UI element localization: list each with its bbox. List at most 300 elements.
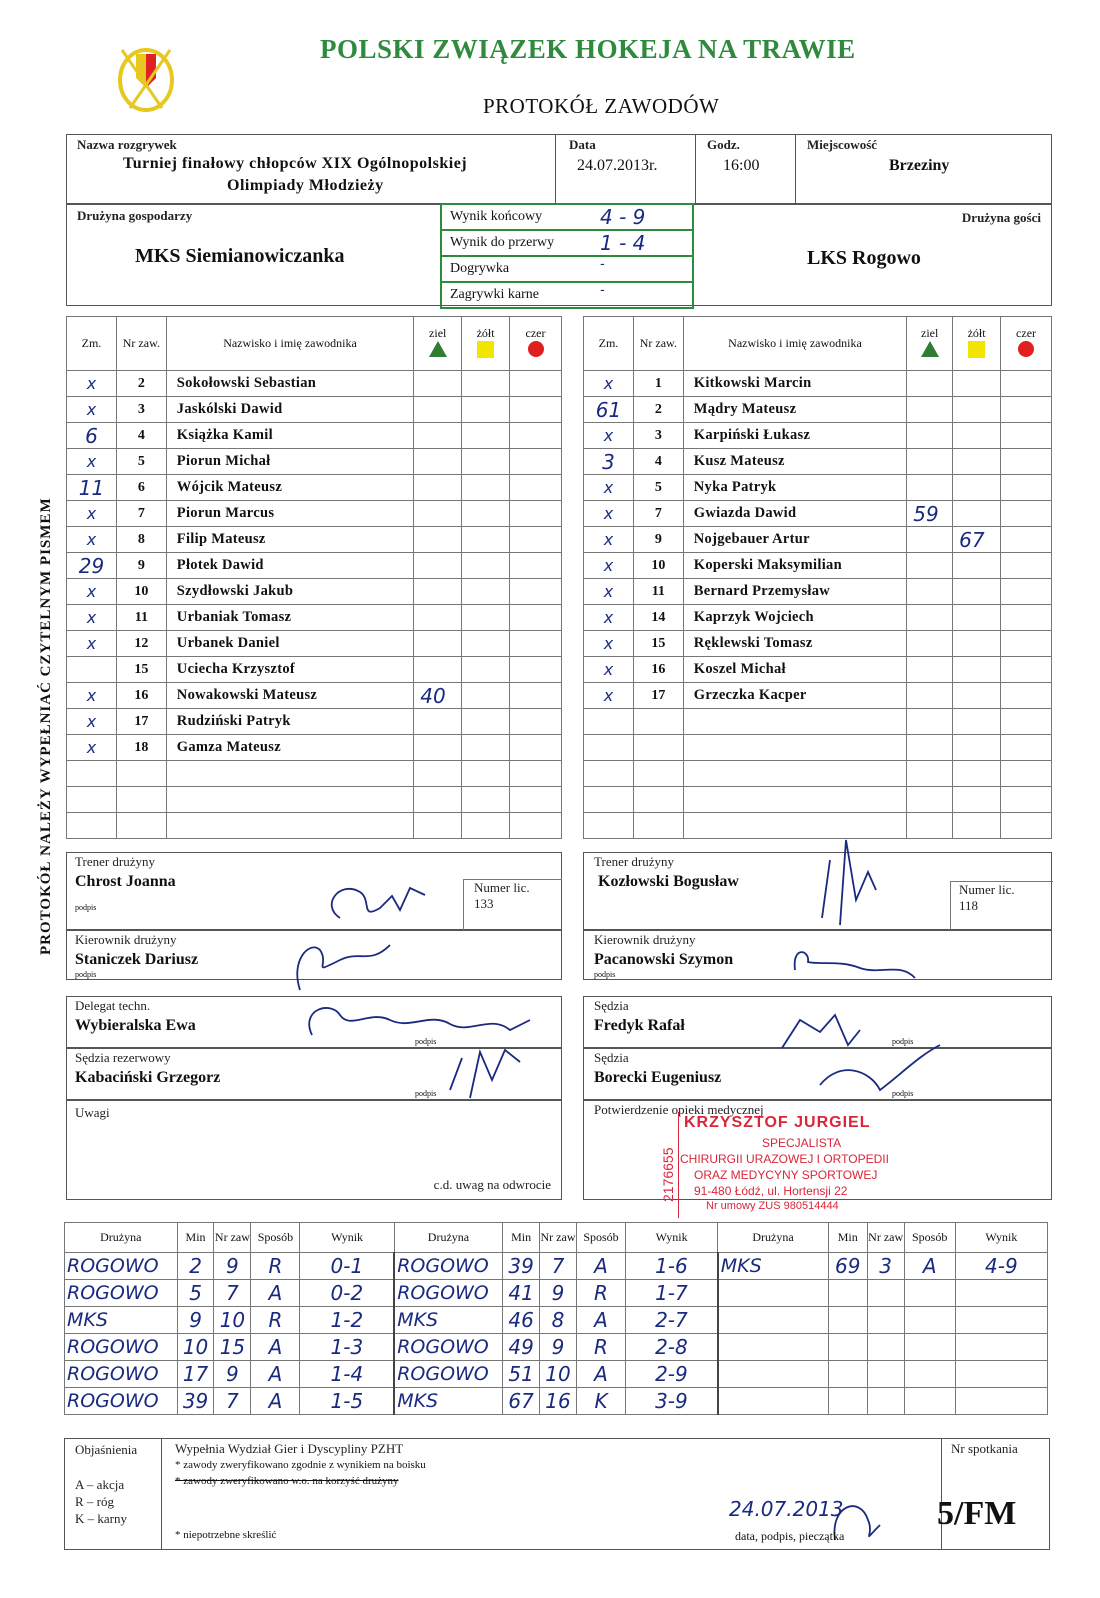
player-name: Gwiazda Dawid xyxy=(683,501,906,527)
delegate-label: Delegat techn. xyxy=(75,998,151,1013)
substitution-mark: x xyxy=(584,527,634,553)
green-card-minute xyxy=(414,579,462,605)
yellow-card-minute xyxy=(953,501,1001,527)
player-row xyxy=(584,553,1052,579)
yellow-card-minute xyxy=(462,683,510,709)
red-label: czer xyxy=(1016,326,1037,340)
green-card-minute xyxy=(414,813,462,839)
result-cell xyxy=(441,256,693,282)
result-value: 1 - 4 xyxy=(600,231,646,255)
substitution-mark: x xyxy=(584,553,634,579)
substitution-mark: 3 xyxy=(584,449,634,475)
substitution-mark: x xyxy=(584,371,634,397)
green-triangle-icon xyxy=(429,341,447,357)
player-number: 9 xyxy=(116,553,166,579)
goal-nr xyxy=(867,1280,904,1307)
player-number xyxy=(116,813,166,839)
goal-nr: 9 xyxy=(540,1280,577,1307)
red-card-minute xyxy=(510,423,562,449)
goal-way: K xyxy=(576,1388,625,1415)
red-card-minute xyxy=(1001,475,1052,501)
substitution-mark: 11 xyxy=(67,475,117,501)
goal-min: 69 xyxy=(828,1253,867,1280)
red-card-minute xyxy=(1001,553,1052,579)
goal-nr: 10 xyxy=(214,1307,251,1334)
player-name: Grzeczka Kacper xyxy=(683,683,906,709)
player-number xyxy=(633,709,683,735)
result-label: Wynik końcowy xyxy=(450,209,543,224)
stamp-name: KRZYSZTOF JURGIEL xyxy=(684,1114,871,1131)
player-name: Mądry Mateusz xyxy=(683,397,906,423)
zm-header: Zm. xyxy=(584,317,634,371)
federation-title: POLSKI ZWIĄZEK HOKEJA NA TRAWIE xyxy=(320,34,856,64)
player-name xyxy=(683,735,906,761)
player-number: 7 xyxy=(116,501,166,527)
sign-label: podpis xyxy=(75,903,97,912)
player-name: Płotek Dawid xyxy=(166,553,413,579)
player-name: Kusz Mateusz xyxy=(683,449,906,475)
away-license-box xyxy=(950,881,1053,930)
goal-nr: 7 xyxy=(214,1280,251,1307)
substitution-mark: x xyxy=(67,683,117,709)
goal-way: A xyxy=(251,1361,300,1388)
green-card-minute xyxy=(907,423,953,449)
result-label: Zagrywki karne xyxy=(450,287,540,302)
goal-header-team: Drużyna xyxy=(718,1223,829,1253)
player-row xyxy=(67,449,562,475)
goal-way xyxy=(904,1280,955,1307)
legend-a: A – akcja xyxy=(75,1477,125,1492)
substitution-mark xyxy=(67,657,117,683)
green-card-minute xyxy=(907,709,953,735)
yellow-card-minute xyxy=(953,605,1001,631)
substitution-mark xyxy=(584,813,634,839)
player-number: 11 xyxy=(633,579,683,605)
green-card-minute xyxy=(907,657,953,683)
goal-score: 1-5 xyxy=(300,1388,394,1415)
player-row xyxy=(584,735,1052,761)
substitution-mark xyxy=(67,761,117,787)
substitution-mark: x xyxy=(584,683,634,709)
goal-way: A xyxy=(251,1280,300,1307)
medical-stamp xyxy=(654,1112,914,1222)
yellow-card-minute xyxy=(953,579,1001,605)
event-name-line2: Olimpiady Młodzieży xyxy=(227,177,384,194)
yellow-card-minute xyxy=(953,761,1001,787)
time-value: 16:00 xyxy=(723,157,760,174)
green-card-minute xyxy=(907,605,953,631)
goal-team: MKS xyxy=(65,1307,178,1334)
result-row xyxy=(441,230,693,256)
goal-team: ROGOWO xyxy=(65,1334,178,1361)
red-card-minute xyxy=(510,397,562,423)
result-cell xyxy=(441,282,693,308)
substitution-mark xyxy=(584,787,634,813)
red-circle-icon xyxy=(528,341,544,357)
player-name: Piorun Michał xyxy=(166,449,413,475)
red-card-minute xyxy=(1001,397,1052,423)
stamp-line3: CHIRURGII URAZOWEJ I ORTOPEDII xyxy=(680,1152,889,1166)
yellow-card-minute: 67 xyxy=(953,527,1001,553)
player-row xyxy=(67,813,562,839)
goal-row xyxy=(65,1307,1048,1334)
green-card-minute xyxy=(907,553,953,579)
green-card-minute xyxy=(414,423,462,449)
red-card-minute xyxy=(510,527,562,553)
substitution-mark xyxy=(584,709,634,735)
player-name: Nojgebauer Artur xyxy=(683,527,906,553)
red-card-minute xyxy=(510,761,562,787)
player-number xyxy=(633,787,683,813)
player-number: 2 xyxy=(633,397,683,423)
away-team-label: Drużyna gości xyxy=(961,210,1041,225)
player-name xyxy=(683,761,906,787)
substitution-mark: x xyxy=(67,735,117,761)
goal-score: 4-9 xyxy=(955,1253,1047,1280)
player-number: 14 xyxy=(633,605,683,631)
result-value: - xyxy=(600,283,605,298)
referee2-name: Borecki Eugeniusz xyxy=(594,1069,722,1086)
green-card-minute xyxy=(907,527,953,553)
goal-score xyxy=(955,1361,1047,1388)
goal-way xyxy=(904,1307,955,1334)
red-card-minute xyxy=(510,657,562,683)
green-card-minute xyxy=(414,787,462,813)
manager-label: Kierownik drużyny xyxy=(75,932,177,947)
home-license-number: 133 xyxy=(474,896,494,911)
red-card-minute xyxy=(1001,631,1052,657)
verify-line1: * zawody zweryfikowano zgodnie z wynikiem na boisku xyxy=(175,1459,426,1471)
red-card-minute xyxy=(510,631,562,657)
red-card-header xyxy=(510,317,562,371)
player-row xyxy=(67,423,562,449)
name-header: Nazwisko i imię zawodnika xyxy=(166,317,413,371)
goal-way xyxy=(904,1388,955,1415)
notes-continued: c.d. uwag na odwrocie xyxy=(433,1177,551,1192)
green-card-minute xyxy=(414,631,462,657)
sign-label: podpis xyxy=(594,970,616,979)
yellow-card-minute xyxy=(462,787,510,813)
goal-way: R xyxy=(576,1280,625,1307)
goal-min xyxy=(828,1334,867,1361)
result-value: - xyxy=(600,257,605,272)
green-card-minute xyxy=(414,709,462,735)
yellow-card-minute xyxy=(953,787,1001,813)
red-card-minute xyxy=(510,735,562,761)
goal-header-way: Sposób xyxy=(904,1223,955,1253)
red-card-minute xyxy=(510,813,562,839)
red-card-minute xyxy=(1001,371,1052,397)
yellow-card-minute xyxy=(462,761,510,787)
substitution-mark: x xyxy=(584,657,634,683)
goal-nr: 9 xyxy=(540,1334,577,1361)
stamp-line6: Nr umowy ZUS 980514444 xyxy=(706,1200,839,1212)
place-label: Miejscowość xyxy=(807,137,878,152)
substitution-mark: x xyxy=(584,475,634,501)
substitution-mark xyxy=(584,735,634,761)
away-license-number: 118 xyxy=(959,898,979,913)
sign-label: podpis xyxy=(892,1089,914,1098)
explanations-label: Objaśnienia xyxy=(75,1442,138,1457)
player-row xyxy=(67,657,562,683)
goal-team: ROGOWO xyxy=(394,1280,503,1307)
substitution-mark xyxy=(67,787,117,813)
player-number xyxy=(633,735,683,761)
player-number: 6 xyxy=(116,475,166,501)
coach-label: Trener drużyny xyxy=(75,854,156,869)
red-card-minute xyxy=(1001,423,1052,449)
player-name xyxy=(683,709,906,735)
green-card-minute xyxy=(414,501,462,527)
yellow-card-minute xyxy=(462,813,510,839)
player-row xyxy=(67,787,562,813)
sign-label: podpis xyxy=(892,1037,914,1046)
player-number: 2 xyxy=(116,371,166,397)
result-row xyxy=(441,204,693,230)
away-manager-name: Pacanowski Szymon xyxy=(594,951,734,968)
player-row xyxy=(584,761,1052,787)
player-name: Bernard Przemysław xyxy=(683,579,906,605)
goal-team: MKS xyxy=(718,1253,829,1280)
result-row xyxy=(441,282,693,308)
green-card-minute xyxy=(414,449,462,475)
goal-nr: 15 xyxy=(214,1334,251,1361)
red-card-minute xyxy=(510,709,562,735)
player-name: Koperski Maksymilian xyxy=(683,553,906,579)
goal-min: 10 xyxy=(177,1334,214,1361)
event-name-label: Nazwa rozgrywek xyxy=(77,137,177,152)
date-sign-label: data, podpis, pieczątka xyxy=(735,1529,845,1543)
goal-way: R xyxy=(251,1307,300,1334)
goal-way: A xyxy=(576,1253,625,1280)
legend-r: R – róg xyxy=(75,1494,114,1509)
substitution-mark xyxy=(67,813,117,839)
judge-label: Sędzia xyxy=(594,1050,629,1065)
substitution-mark: x xyxy=(584,423,634,449)
goal-nr xyxy=(867,1361,904,1388)
away-players-table xyxy=(583,316,1052,839)
player-row xyxy=(67,397,562,423)
player-row xyxy=(67,553,562,579)
goal-nr: 9 xyxy=(214,1253,251,1280)
home-manager-name: Staniczek Dariusz xyxy=(75,951,199,968)
player-row xyxy=(584,475,1052,501)
substitution-mark: 29 xyxy=(67,553,117,579)
goal-row xyxy=(65,1388,1048,1415)
goal-team: MKS xyxy=(394,1388,503,1415)
player-name: Wójcik Mateusz xyxy=(166,475,413,501)
green-card-minute xyxy=(414,371,462,397)
yellow-card-minute xyxy=(462,657,510,683)
player-row xyxy=(584,631,1052,657)
player-row xyxy=(584,657,1052,683)
yellow-card-minute xyxy=(462,631,510,657)
legend-k: K – karny xyxy=(75,1511,127,1526)
red-card-minute xyxy=(1001,761,1052,787)
stamp-line2: SPECJALISTA xyxy=(762,1136,842,1150)
goal-min xyxy=(828,1388,867,1415)
judge-label: Sędzia xyxy=(594,998,629,1013)
red-card-minute xyxy=(1001,449,1052,475)
goal-row xyxy=(65,1334,1048,1361)
goal-way xyxy=(904,1361,955,1388)
goal-nr: 7 xyxy=(540,1253,577,1280)
player-number: 15 xyxy=(116,657,166,683)
goal-header-nr: Nr zaw xyxy=(867,1223,904,1253)
goal-header-team: Drużyna xyxy=(394,1223,503,1253)
player-row xyxy=(584,787,1052,813)
goal-score: 0-2 xyxy=(300,1280,394,1307)
player-row xyxy=(584,579,1052,605)
red-card-header xyxy=(1001,317,1052,371)
goal-header-score: Wynik xyxy=(626,1223,718,1253)
red-card-minute xyxy=(1001,657,1052,683)
goal-team: MKS xyxy=(394,1307,503,1334)
goal-nr: 9 xyxy=(214,1361,251,1388)
player-name xyxy=(166,761,413,787)
result-label: Wynik do przerwy xyxy=(450,235,555,250)
results-table xyxy=(440,203,694,309)
yellow-card-minute xyxy=(462,475,510,501)
home-team-label: Drużyna gospodarzy xyxy=(77,208,193,223)
green-card-minute xyxy=(414,605,462,631)
referee1-name: Fredyk Rafał xyxy=(594,1017,685,1034)
referee1-box xyxy=(583,996,1052,1048)
footer-box xyxy=(64,1438,1050,1550)
goal-way: R xyxy=(576,1334,625,1361)
player-row xyxy=(584,449,1052,475)
player-number: 16 xyxy=(116,683,166,709)
goal-min: 39 xyxy=(177,1388,214,1415)
player-number: 9 xyxy=(633,527,683,553)
yellow-card-minute xyxy=(953,449,1001,475)
player-number: 8 xyxy=(116,527,166,553)
goal-header-min: Min xyxy=(503,1223,540,1253)
substitution-mark: 6 xyxy=(67,423,117,449)
player-row xyxy=(67,371,562,397)
player-name: Sokołowski Sebastian xyxy=(166,371,413,397)
goal-score: 1-6 xyxy=(626,1253,718,1280)
yellow-card-minute xyxy=(953,735,1001,761)
player-name xyxy=(683,813,906,839)
green-card-minute xyxy=(907,813,953,839)
goal-header-nr: Nr zaw xyxy=(540,1223,577,1253)
goal-header-min: Min xyxy=(828,1223,867,1253)
substitution-mark: x xyxy=(67,527,117,553)
goal-min: 51 xyxy=(503,1361,540,1388)
substitution-mark: x xyxy=(67,397,117,423)
home-team-name: MKS Siemianowiczanka xyxy=(135,245,345,267)
player-row xyxy=(584,605,1052,631)
stamp-line4: ORAZ MEDYCYNY SPORTOWEJ xyxy=(694,1168,878,1182)
goal-score xyxy=(955,1388,1047,1415)
strike-note: * niepotrzebne skreślić xyxy=(175,1529,277,1541)
stamp-number: 2176655 xyxy=(660,1147,676,1202)
nr-header: Nr zaw. xyxy=(116,317,166,371)
player-row xyxy=(584,501,1052,527)
document-title: PROTOKÓŁ ZAWODÓW xyxy=(483,94,720,118)
player-name: Urbanek Daniel xyxy=(166,631,413,657)
result-row xyxy=(441,256,693,282)
green-card-minute xyxy=(414,761,462,787)
goal-min: 41 xyxy=(503,1280,540,1307)
place-value: Brzeziny xyxy=(889,157,950,174)
goal-min xyxy=(828,1361,867,1388)
home-manager-box xyxy=(66,930,562,980)
player-row xyxy=(67,631,562,657)
green-card-minute xyxy=(907,683,953,709)
goal-score xyxy=(955,1280,1047,1307)
yellow-card-minute xyxy=(462,709,510,735)
player-name xyxy=(166,813,413,839)
player-row xyxy=(67,527,562,553)
nr-header: Nr zaw. xyxy=(633,317,683,371)
sign-label: podpis xyxy=(415,1089,437,1098)
goals-table xyxy=(64,1222,1048,1415)
yellow-card-minute xyxy=(953,657,1001,683)
green-card-minute xyxy=(907,735,953,761)
goal-min: 9 xyxy=(177,1307,214,1334)
player-row xyxy=(67,683,562,709)
sign-label: podpis xyxy=(415,1037,437,1046)
player-row xyxy=(584,397,1052,423)
away-coach-box xyxy=(583,852,1052,930)
stamp-line5: 91-480 Łódź, ul. Hortensji 22 xyxy=(694,1184,848,1198)
goal-min: 49 xyxy=(503,1334,540,1361)
goal-header-score: Wynik xyxy=(955,1223,1047,1253)
yellow-card-header xyxy=(462,317,510,371)
red-card-minute xyxy=(1001,813,1052,839)
red-card-minute xyxy=(510,683,562,709)
event-box xyxy=(66,134,1052,204)
license-label: Numer lic. xyxy=(959,882,1015,897)
yellow-card-minute xyxy=(462,397,510,423)
reserve-referee-box xyxy=(66,1048,562,1100)
player-number: 17 xyxy=(116,709,166,735)
yellow-card-minute xyxy=(953,813,1001,839)
goal-min xyxy=(828,1280,867,1307)
green-card-minute xyxy=(907,475,953,501)
player-number: 7 xyxy=(633,501,683,527)
verify-line2: * zawody zweryfikowano w.o. na korzyść drużyny xyxy=(175,1475,399,1487)
yellow-card-header xyxy=(953,317,1001,371)
match-number-label: Nr spotkania xyxy=(951,1441,1018,1456)
goal-min xyxy=(828,1307,867,1334)
green-card-minute xyxy=(907,631,953,657)
goal-min: 67 xyxy=(503,1388,540,1415)
goal-row xyxy=(65,1253,1048,1280)
event-name-line1: Turniej finałowy chłopców XIX Ogólnopolskiej xyxy=(123,155,468,172)
player-name xyxy=(683,787,906,813)
goal-score: 3-9 xyxy=(626,1388,718,1415)
sign-label: podpis xyxy=(75,970,97,979)
goal-way: A xyxy=(576,1361,625,1388)
red-card-minute xyxy=(510,605,562,631)
player-row xyxy=(67,579,562,605)
player-row xyxy=(584,371,1052,397)
reserve-name: Kabaciński Grzegorz xyxy=(75,1069,221,1086)
yellow-card-minute xyxy=(953,475,1001,501)
red-circle-icon xyxy=(1018,341,1034,357)
green-card-minute xyxy=(907,371,953,397)
goal-way: A xyxy=(251,1388,300,1415)
result-value: 4 - 9 xyxy=(600,205,646,229)
substitution-mark: 61 xyxy=(584,397,634,423)
match-number: 5/FM xyxy=(937,1495,1017,1532)
goal-nr: 16 xyxy=(540,1388,577,1415)
goal-score: 1-7 xyxy=(626,1280,718,1307)
green-card-minute xyxy=(907,449,953,475)
